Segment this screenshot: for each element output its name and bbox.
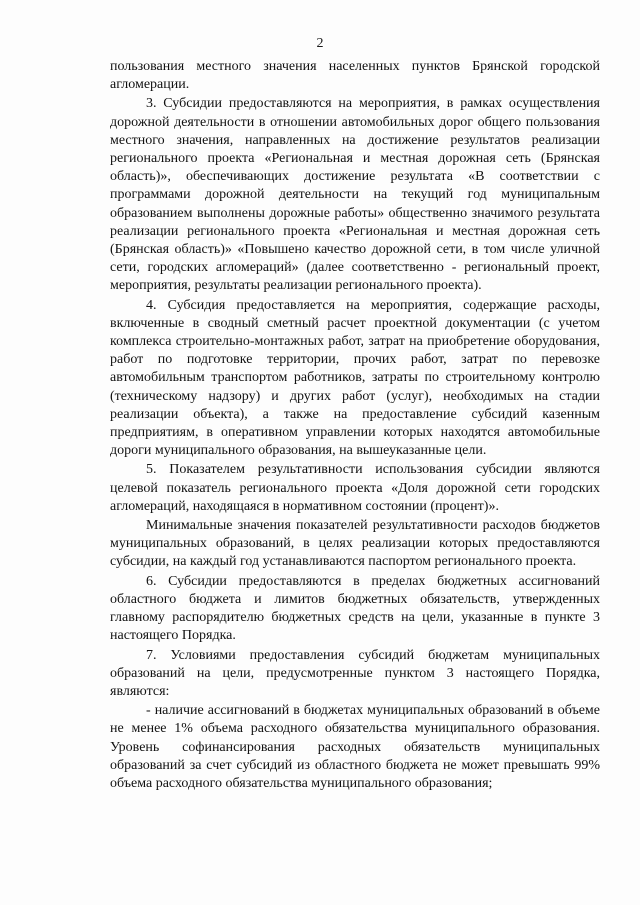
paragraph-item-5: 5. Показателем результативности использования субсидии являются целевой показатель регионального проекта «Доля дорожной сети городских агломераций, находящаяся в нормативном состоянии (процент)».	[110, 462, 600, 514]
paragraph-continuation: пользования местного значения населенных пунктов Брянской городской агломерации.	[110, 59, 600, 93]
paragraph-item-4: 4. Субсидия предоставляется на мероприятия, содержащие расходы, включенные в сводный сметный расчет проектной документации (с учетом комплекса строительно-монтажных работ, затрат на приобретение оборудования, работ по подготовке территории, прочих работ, затрат по перевозке автомобильным транспортом работников, затраты по строительному контролю (техническому надзору) и других работ (услуг), необходимых на стадии реализации объекта), а также на предоставление субсидий казенным предприятиям, в оперативном управлении которых находятся автомобильные дороги муниципального образования, на вышеуказанные цели.	[110, 297, 600, 459]
paragraph-item-3: 3. Субсидии предоставляются на мероприятия, в рамках осуществления дорожной деятельности в отношении автомобильных дорог общего пользования местного значения, направленных на достижение результатов реализации регионального проекта «Региональная и местная дорожная сеть (Брянская область)», обеспечивающих достижение результата «В соответствии с программами дорожной деятельности на текущий год муниципальным образованием выполнены дорожные работы» общественно значимого результата реализации регионального проекта «Региональная и местная дорожная сеть (Брянская область)» «Повышено качество дорожной сети, в том числе уличной сети, городских агломераций» (далее соответственно - региональный проект, мероприятия, результаты реализации регионального проекта).	[110, 96, 600, 294]
paragraph-item-7: 7. Условиями предоставления субсидий бюджетам муниципальных образований на цели, предусмотренные пунктом 3 настоящего Порядка, являются:	[110, 647, 600, 699]
document-body	[110, 58, 600, 793]
paragraph-item-6: 6. Субсидии предоставляются в пределах бюджетных ассигнований областного бюджета и лимитов бюджетных обязательств, утвержденных главному распорядителю бюджетных средств на цели, указанные в пункте 3 настоящего Порядка.	[110, 573, 600, 644]
paragraph-minimum-values: Минимальные значения показателей результативности расходов бюджетов муниципальных образований, в целях реализации которых предоставляются субсидии, на каждый год устанавливаются паспортом регионального проекта.	[110, 518, 600, 570]
page-number: 2	[316, 36, 324, 51]
paragraph-condition-1: - наличие ассигнований в бюджетах муниципальных образований в объеме не менее 1% объема расходного обязательства муниципального образования. Уровень софинансирования расходных обязательств муниципальных образований за счет субсидий из областного бюджета не может превышать 99% объема расходного обязательства муниципального образования;	[110, 703, 600, 791]
